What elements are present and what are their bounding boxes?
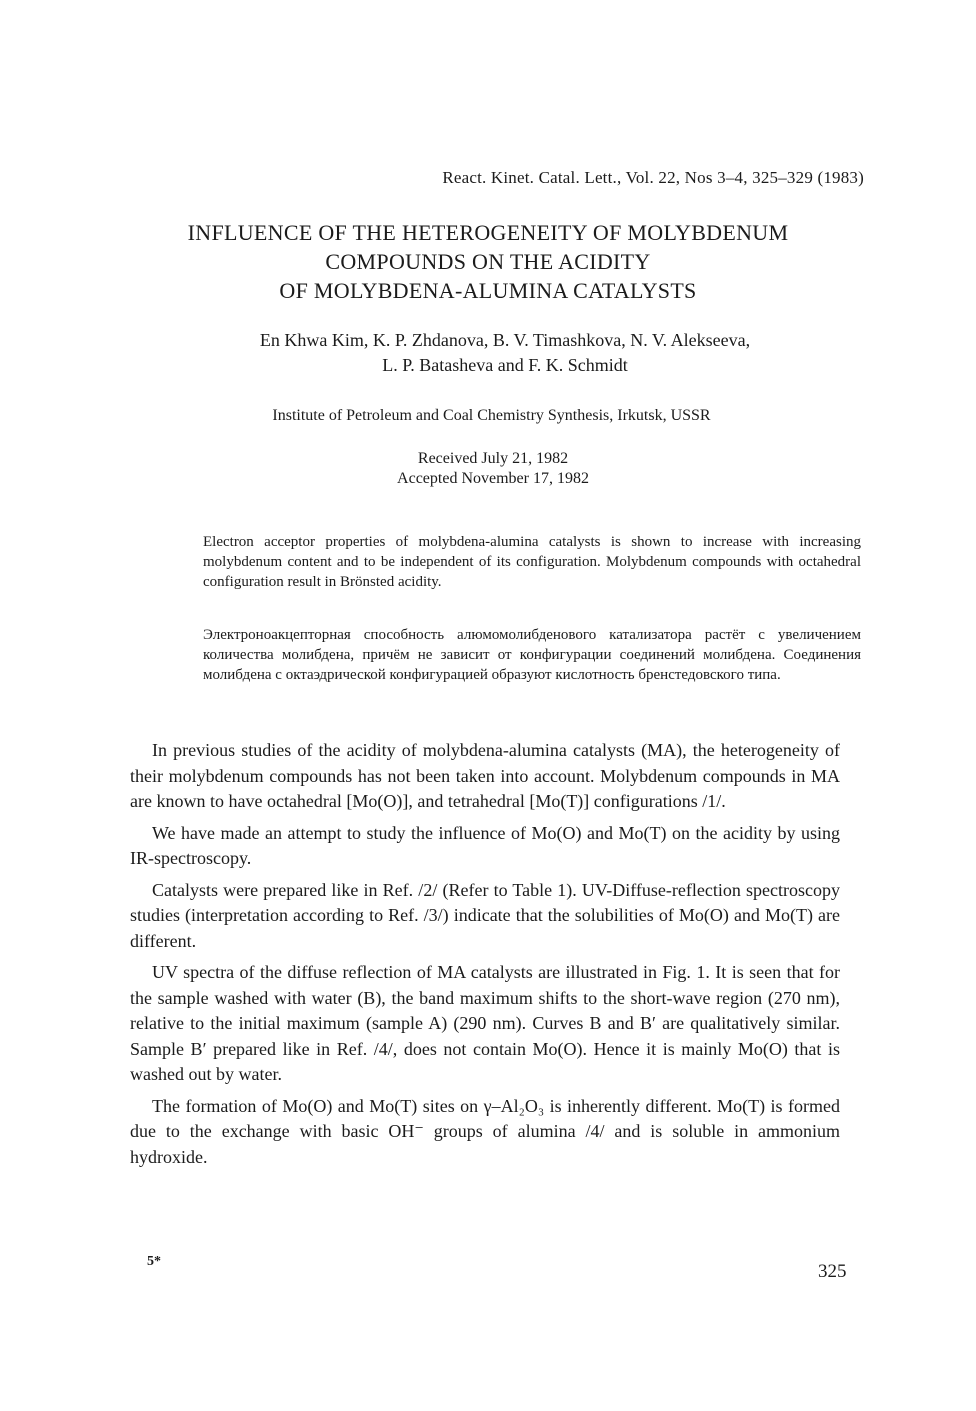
title-line-1: INFLUENCE OF THE HETEROGENEITY OF MOLYBDENUM xyxy=(187,220,789,245)
paragraph-2: We have made an attempt to study the influence of Mo(O) and Mo(T) on the acidity by using IR-spectroscopy. xyxy=(130,822,840,868)
signature-mark: 5* xyxy=(147,1254,161,1269)
accepted-date: Accepted November 17, 1982 xyxy=(397,470,589,487)
page-number: 325 xyxy=(818,1261,847,1282)
authors-line-2: L. P. Batasheva and F. K. Schmidt xyxy=(382,355,628,375)
abstract-english: Electron acceptor properties of molybdena-alumina catalysts is shown to increase with increasing molybdenum content and to be independent of its configuration. Molybdenum compounds with octahedral configuration result in Brönsted acidity. xyxy=(203,534,861,590)
author-list xyxy=(0,328,976,378)
title-line-2: COMPOUNDS ON THE ACIDITY xyxy=(325,249,651,274)
paragraph-3: Catalysts were prepared like in Ref. /2/ (Refer to Table 1). UV-Diffuse-reflection spectroscopy studies (interpretation according to Ref. /3/) indicate that the solubilities of Mo(O) and Mo(T) are different. xyxy=(130,879,840,951)
received-date: Received July 21, 1982 xyxy=(417,450,569,467)
body-text xyxy=(130,738,840,1176)
authors-line-1: En Khwa Kim, K. P. Zhdanova, B. V. Timashkova, N. V. Alekseeva, xyxy=(259,330,751,350)
paper-title xyxy=(0,218,976,305)
title-line-3: OF MOLYBDENA-ALUMINA CATALYSTS xyxy=(279,278,697,303)
paragraph-4: UV spectra of the diffuse reflection of MA catalysts are illustrated in Fig. 1. It is seen that for the sample washed with water (B), the band maximum shifts to the short-wave region (270 nm), relative to the initial maximum (sample A) (290 nm). Curves B and B′ are qualitatively similar. Sample B′ prepared like in Ref. /4/, does not contain Mo(O). Hence it is mainly Mo(O) that is washed out by water. xyxy=(130,962,840,1084)
journal-reference: React. Kinet. Catal. Lett., Vol. 22, Nos 3–4, 325–329 (1983) xyxy=(442,168,864,187)
paragraph-1: In previous studies of the acidity of molybdena-alumina catalysts (MA), the heterogeneity of their molybdenum compounds has not been taken into account. Molybdenum compounds in MA are known to have octahedral [Mo(O)], and tetrahedral [Mo(T)] configurations /1/. xyxy=(130,740,840,811)
publication-dates xyxy=(0,449,976,489)
abstract-russian: Электроноакцепторная способность алюмомолибденового катализатора растёт с увеличением количества молибдена, причём не зависит от конфигурации соединений молибдена. Соединения молибдена с октаэдрической конфигурацией образуют кислотность бренстедовского типа. xyxy=(203,627,861,683)
paragraph-5: The formation of Mo(O) and Mo(T) sites on γ–Al₂O₃ is inherently different. Mo(T) is formed due to the exchange with basic OH⁻ groups of alumina /4/ and is soluble in ammonium hydroxide. xyxy=(130,1095,840,1167)
affiliation: Institute of Petroleum and Coal Chemistry Synthesis, Irkutsk, USSR xyxy=(272,407,711,424)
